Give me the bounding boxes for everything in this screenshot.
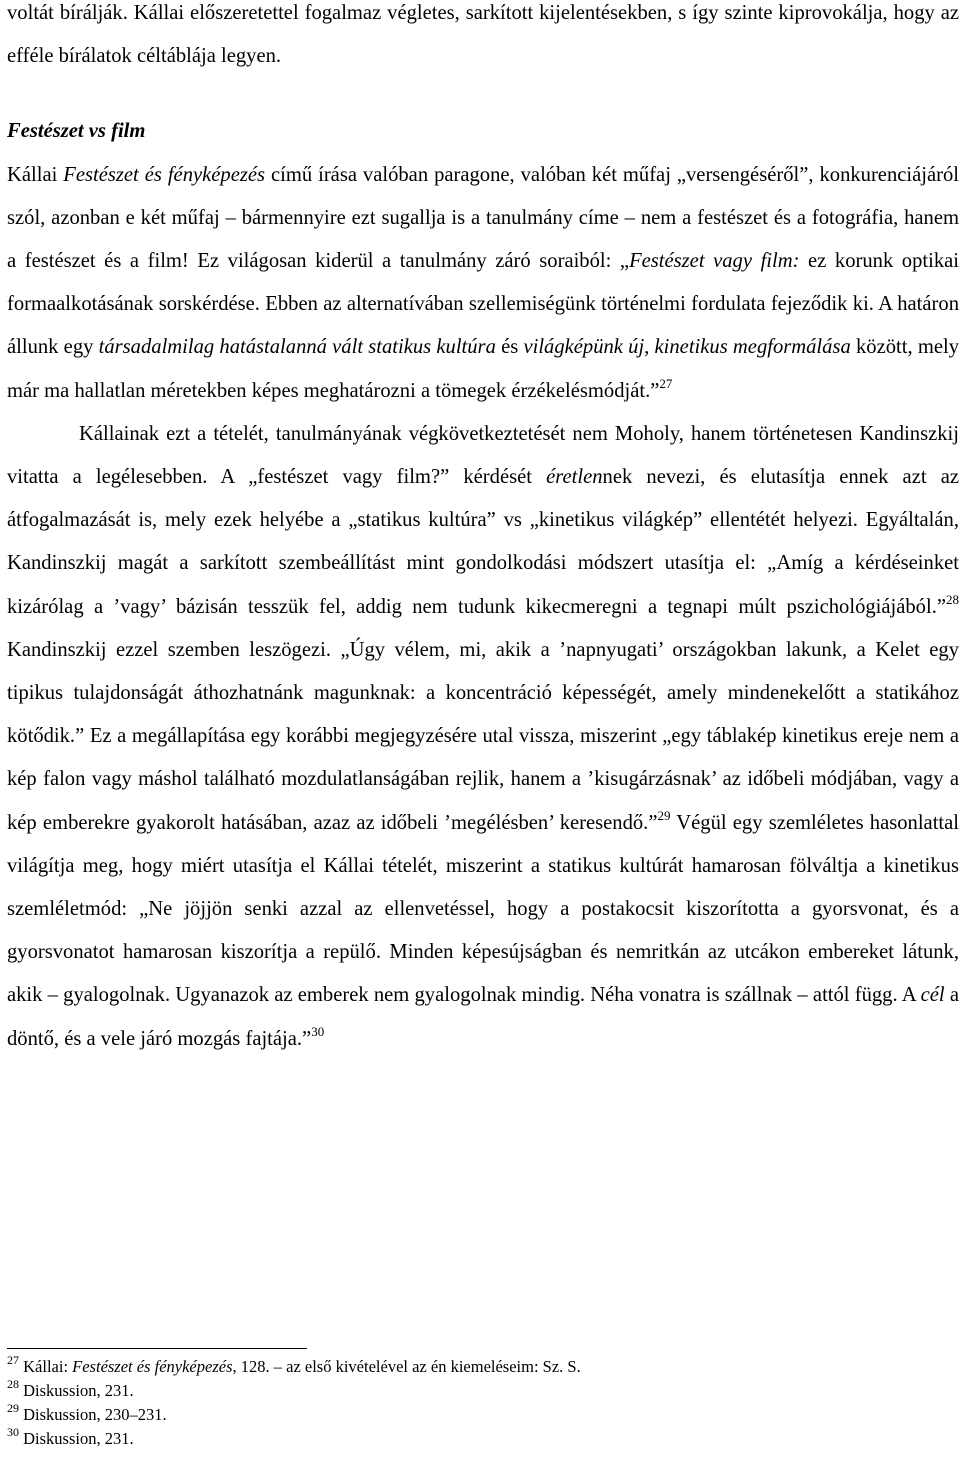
footnote-27 [7, 1352, 947, 1379]
text-run: Kállai: [23, 1357, 73, 1376]
body-text [7, 0, 959, 1061]
footnote-30 [7, 1424, 947, 1451]
text-run: és [495, 336, 524, 359]
footnote-29 [7, 1400, 947, 1427]
text-run: Végül egy szemléletes hasonlattal világítja meg, hogy miért utasítja el Kállai tételét, miszerint a statikus kultúrát hamarosan fölváltja a kinetikus szemléletmód: „Ne jöjjön senki azzal az ellenvetéssel, hogy a postakocsit kiszorította a gyorsvonat, és a gyorsvonatot hamarosan kiszorítja a repülő. Minden képesújságban és nemritkán az utcákon embereket látunk, akik – gyalogolnak. Ugyanazok az emberek nem gyalogolnak mindig. Néha vonatra is szállnak – attól függ. A [7, 811, 959, 1007]
text-run: között, mely már ma hallatlan méretekben képes meghatározni a tömegek érzékelésmódját.” [7, 336, 959, 402]
document-page [7, 0, 959, 1061]
text-run: , 128. – az első kivételével az én kiemeléseim: Sz. S. [232, 1357, 581, 1376]
emphasis-text: cél [920, 984, 945, 1007]
footnote-number: 27 [7, 1352, 19, 1367]
footnote-number: 28 [7, 1376, 19, 1391]
footnote-number: 29 [7, 1400, 19, 1415]
text-run: ez korunk optikai formaalkotásának sorskérdése. Ebben az alternatívában szellemiségünk történelmi fordulata fejeződik ki. A határon állunk egy [7, 250, 960, 359]
emphasis-text: Festészet vagy film: [629, 250, 800, 273]
footnote-28 [7, 1376, 947, 1403]
section-heading: Festészet vs film [7, 120, 146, 143]
emphasis-text: Festészet és fényképezés [72, 1357, 233, 1376]
footnote-separator [7, 1348, 307, 1349]
paragraph-2 [7, 413, 959, 1061]
text-run: című írása valóban paragone, valóban két műfaj „versengéséről”, konkurenciájáról szól, azonban e két műfaj – bármennyire ezt sugallja is a tanulmány címe – nem a festészet és a fotográfia, hanem a festészet és a film! Ez világosan kiderül a tanulmány záró soraiból: „ [7, 163, 959, 273]
footnote-list [7, 1352, 947, 1451]
footnote-reference: 29 [657, 807, 671, 823]
text-run: Diskussion, 231. [23, 1429, 134, 1448]
text-run: Kandinszkij ezzel szemben leszögezi. „Úgy vélem, mi, akik a ’napnyugati’ országokban lakunk, a Kelet egy tipikus tulajdonságát áthozhatnánk magunknak: a koncentráció képességét, amely mindenekelőtt a statikához kötődik.” Ez a megállapítása egy korábbi megjegyzésére utal vissza, miszerint „egy táblakép kinetikus ereje nem a kép falon vagy máshol található mozdulatlanságában rejlik, hanem a ’kisugárzásnak’ az időbeli módjában, vagy a kép emberekre gyakorolt hatásában, azaz az időbeli ’megélésben’ keresendő.” [7, 638, 959, 834]
emphasis-text: éretlen [546, 466, 603, 489]
emphasis-text: társadalmilag hatástalanná vált statikus kultúra [98, 336, 496, 359]
footnote-reference: 30 [311, 1023, 325, 1039]
footnotes [7, 1348, 947, 1451]
footnote-reference: 28 [946, 591, 959, 607]
text-run: Kállai [7, 163, 64, 186]
text-run: voltát bírálják. Kállai előszeretettel fogalmaz végletes, sarkított kijelentésekben, s így szinte kiprovokálja, hogy az efféle bírálatok céltáblája legyen. [7, 2, 959, 68]
text-run: Diskussion, 231. [23, 1381, 134, 1400]
emphasis-text: Festészet és fényképezés [63, 163, 266, 186]
footnote-reference: 27 [659, 375, 673, 391]
footnote-number: 30 [7, 1424, 19, 1439]
emphasis-text: világképünk új, kinetikus megformálása [523, 336, 851, 359]
intro-paragraph [7, 0, 959, 78]
text-run: Kállainak ezt a tételét, tanulmányának végkövetkeztetését nem Moholy, hanem történetesen Kandinszkij vitatta a legélesebben. A „festészet vagy film?” kérdését [7, 422, 959, 489]
text-run: a döntő, és a vele járó mozgás fajtája.” [7, 984, 959, 1050]
text-run: nek nevezi, és elutasítja ennek azt az átfogalmazását is, mely ezek helyébe a „statikus kultúra” vs „kinetikus világkép” ellentétét helyezi. Egyáltalán, Kandinszkij magát a sarkított szembeállítást mint gondolkodási módszert utasítja el: „Amíg a kérdéseinket kizárólag a ’vagy’ bázisán tesszük fel, addig nem tudunk kikecmeregni a tegnapi múlt pszichológiájából.” [7, 466, 959, 618]
text-run: Diskussion, 230–231. [23, 1405, 167, 1424]
paragraph-1 [7, 154, 959, 413]
